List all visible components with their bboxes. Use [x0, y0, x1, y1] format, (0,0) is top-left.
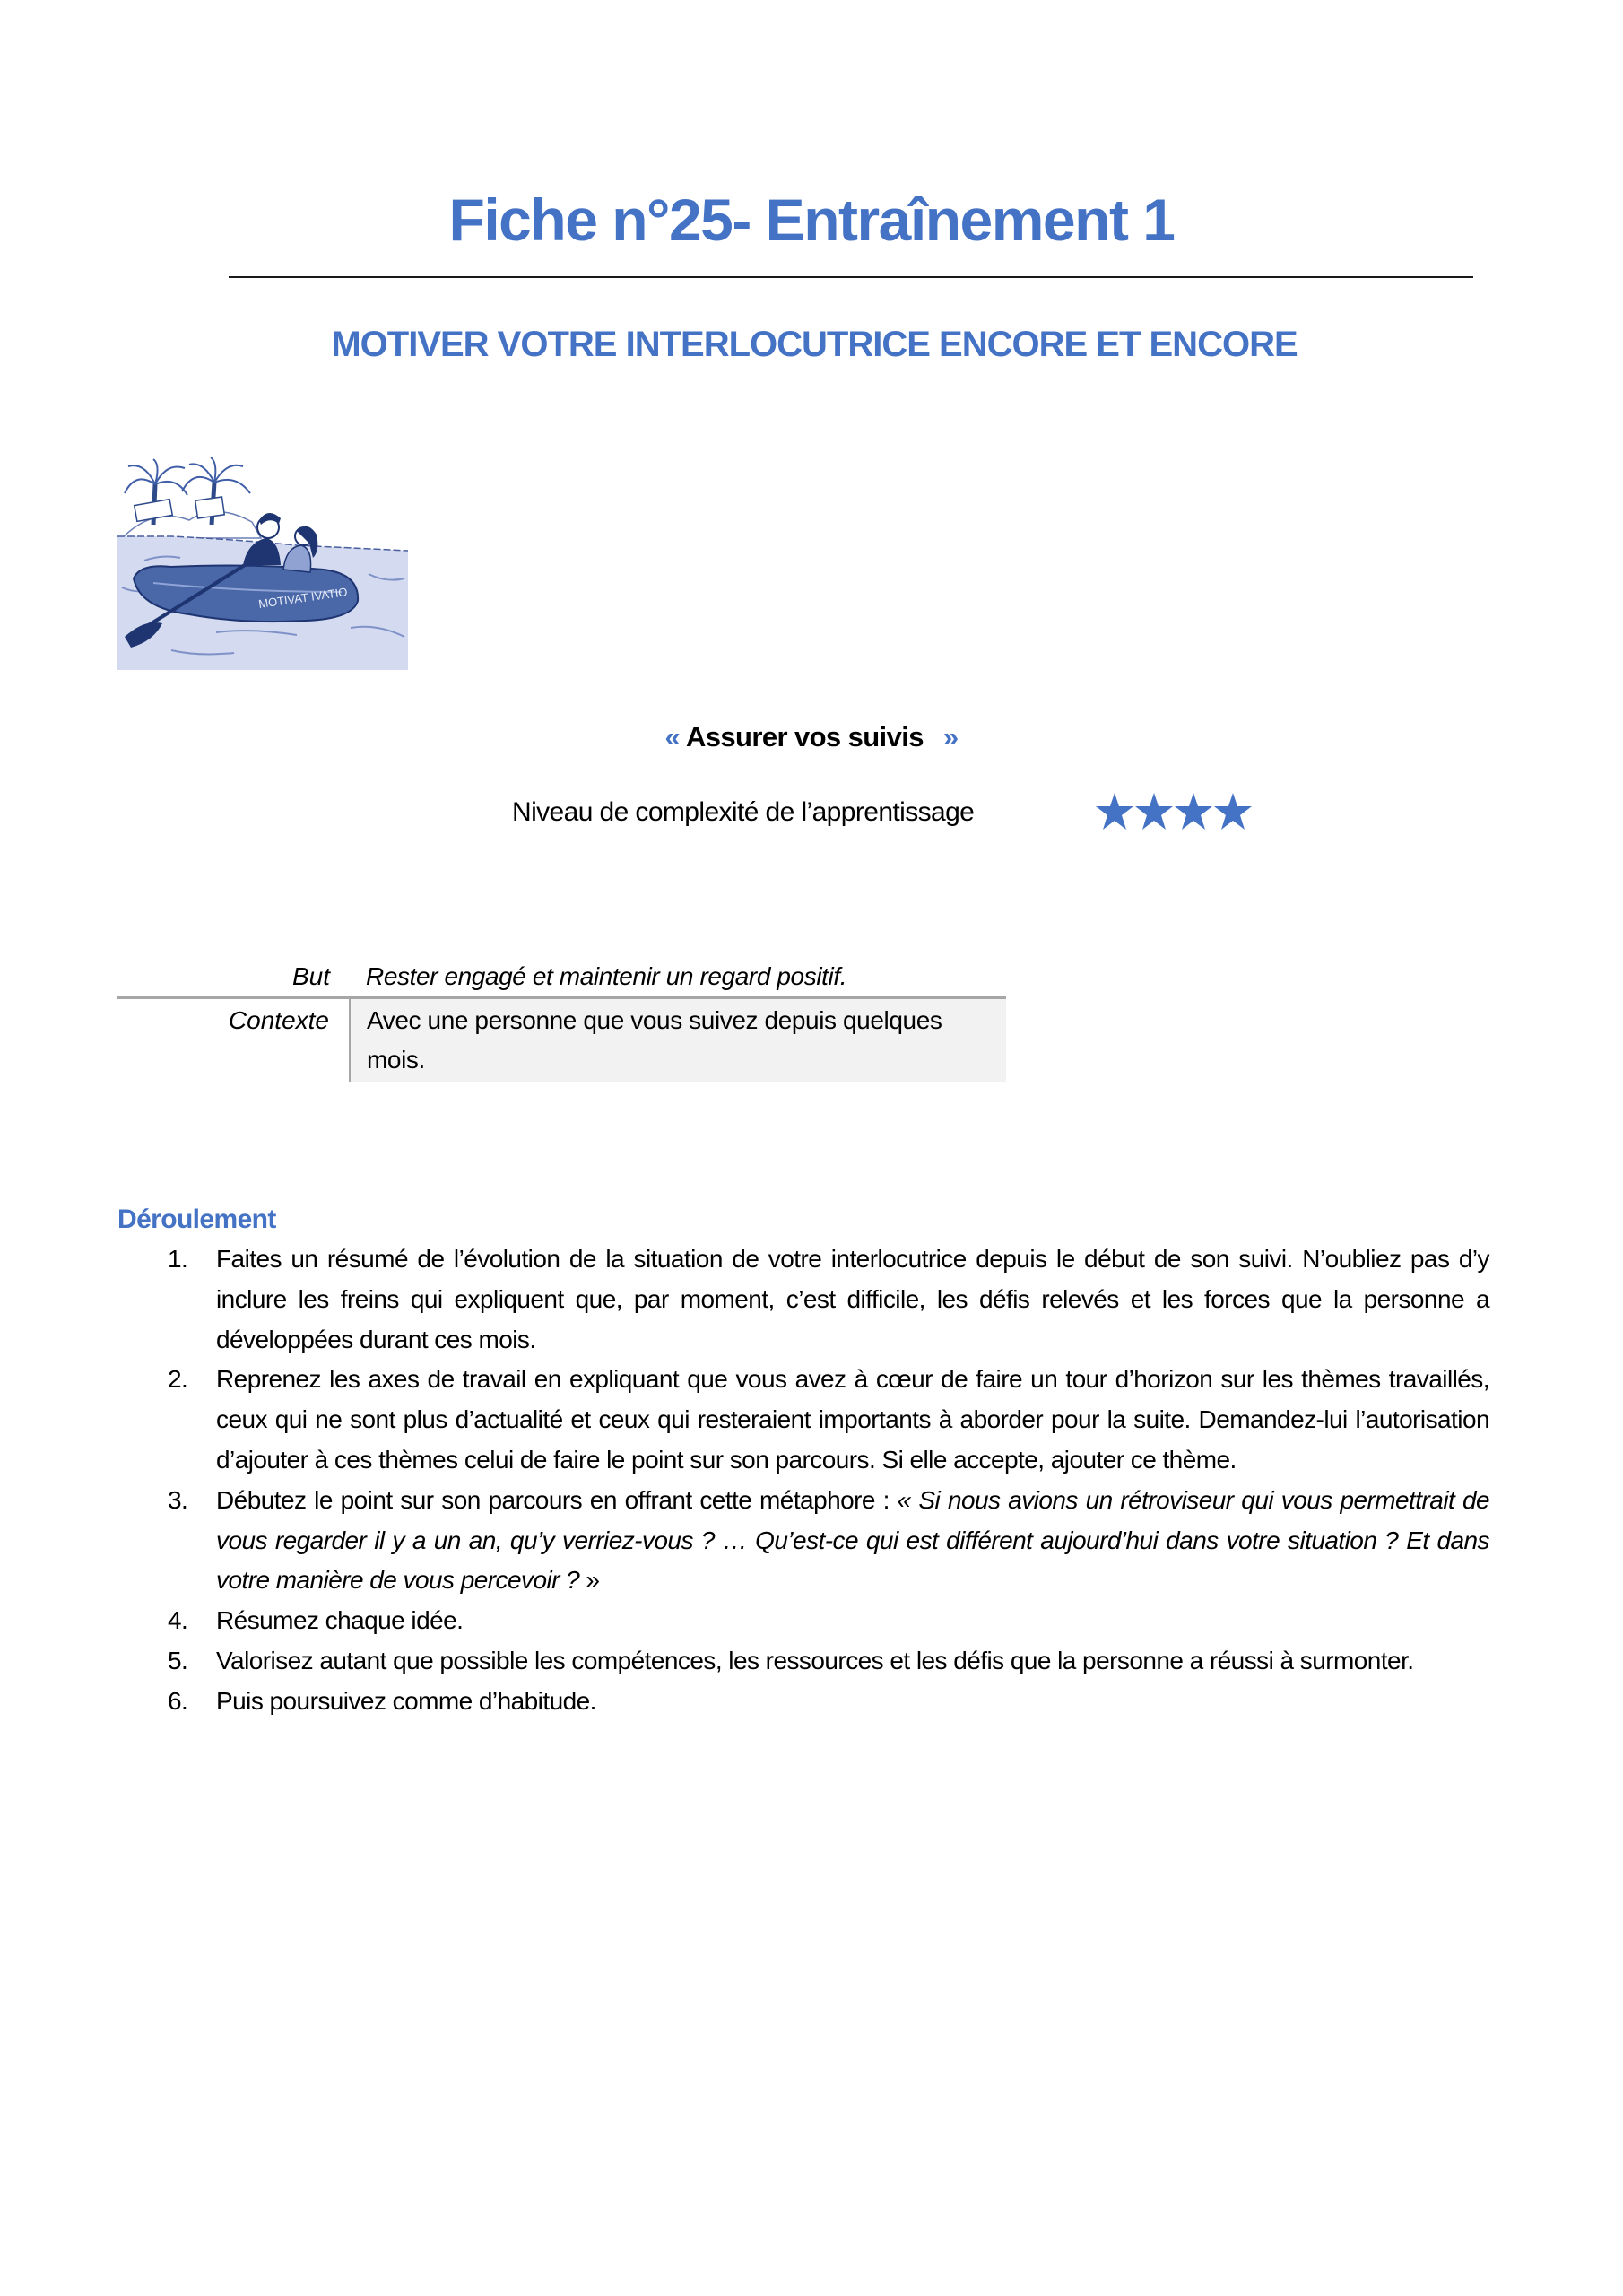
activity-label: Assurer vos suivis [685, 721, 924, 752]
list-item: 6. Puis poursuivez comme d’habitude. [168, 1686, 596, 1715]
boat-illustration [117, 457, 408, 670]
complexity-label: Niveau de complexité de l’apprentissage [512, 797, 975, 827]
close-quote: » [942, 721, 959, 752]
boat-text: MOTIVAT IVATIO [257, 585, 349, 611]
list-item: 2. Reprenez les axes de travail en expliquant que vous avez à cœur de faire un tour d’horizon sur les thèmes travaillés, ceux qui ne sont plus d’actualité et ceux qui resteraient importants à aborder pour la suite. Demandez-lui l’autorisation d’ajouter à ces thèmes celui de faire le point sur son parcours. Si elle accepte, ajouter ce thème. [168, 1365, 1489, 1474]
star-icon [1095, 791, 1134, 832]
page-title: Fiche n°25- Entraînement 1 [448, 187, 1175, 253]
complexity-rating [1095, 791, 1253, 834]
goal-value: Rester engagé et maintenir un regard positif. [350, 957, 1006, 998]
context-label: Contexte [228, 1006, 329, 1034]
metaphor-quote: « Si nous avions un rétroviseur qui vous permettrait de vous regarder il y a un an, qu’y verriez-vous ? … Qu’est-ce qui est différent aujourd’hui dans votre situation ? Et dans votre manière de vous percevoir ? [216, 1485, 1489, 1595]
procedure-steps [117, 1239, 1489, 1722]
context-value: Avec une personne que vous suivez depuis quelques mois. [350, 998, 1006, 1083]
list-item: 3. Débutez le point sur son parcours en offrant cette métaphore : « Si nous avions un rétroviseur qui vous permettrait de vous regarder il y a un an, qu’y verriez-vous ? … Qu’est-ce qui est différent aujourd’hui dans votre situation ? Et dans votre manière de vous percevoir ? » [168, 1485, 1489, 1595]
star-icon [1174, 791, 1213, 832]
star-icon [1134, 791, 1174, 832]
table-row-context [117, 998, 1006, 1083]
activity-title [0, 718, 1623, 757]
open-quote: « [664, 721, 681, 752]
info-table [117, 957, 1006, 1082]
list-item: 1. Faites un résumé de l’évolution de la situation de votre interlocutrice depuis le début de son suivi. N’oubliez pas d’y inclure les freins qui expliquent que, par moment, c’est difficile, les défis relevés et les forces que la personne a développées durant ces mois. [168, 1245, 1489, 1353]
section-heading-procedure: Déroulement [117, 1205, 276, 1234]
list-item: 5. Valorisez autant que possible les compétences, les ressources et les défis que la personne a réussi à surmonter. [168, 1646, 1414, 1674]
list-item: 4. Résumez chaque idée. [168, 1606, 464, 1635]
goal-label: But [117, 957, 350, 998]
star-icon [1213, 791, 1253, 832]
boat-illustration-icon [117, 457, 408, 670]
page-subtitle: MOTIVER VOTRE INTERLOCUTRICE ENCORE ET ENCORE [331, 325, 1298, 364]
table-row-goal [117, 957, 1006, 998]
title-divider [229, 276, 1473, 278]
